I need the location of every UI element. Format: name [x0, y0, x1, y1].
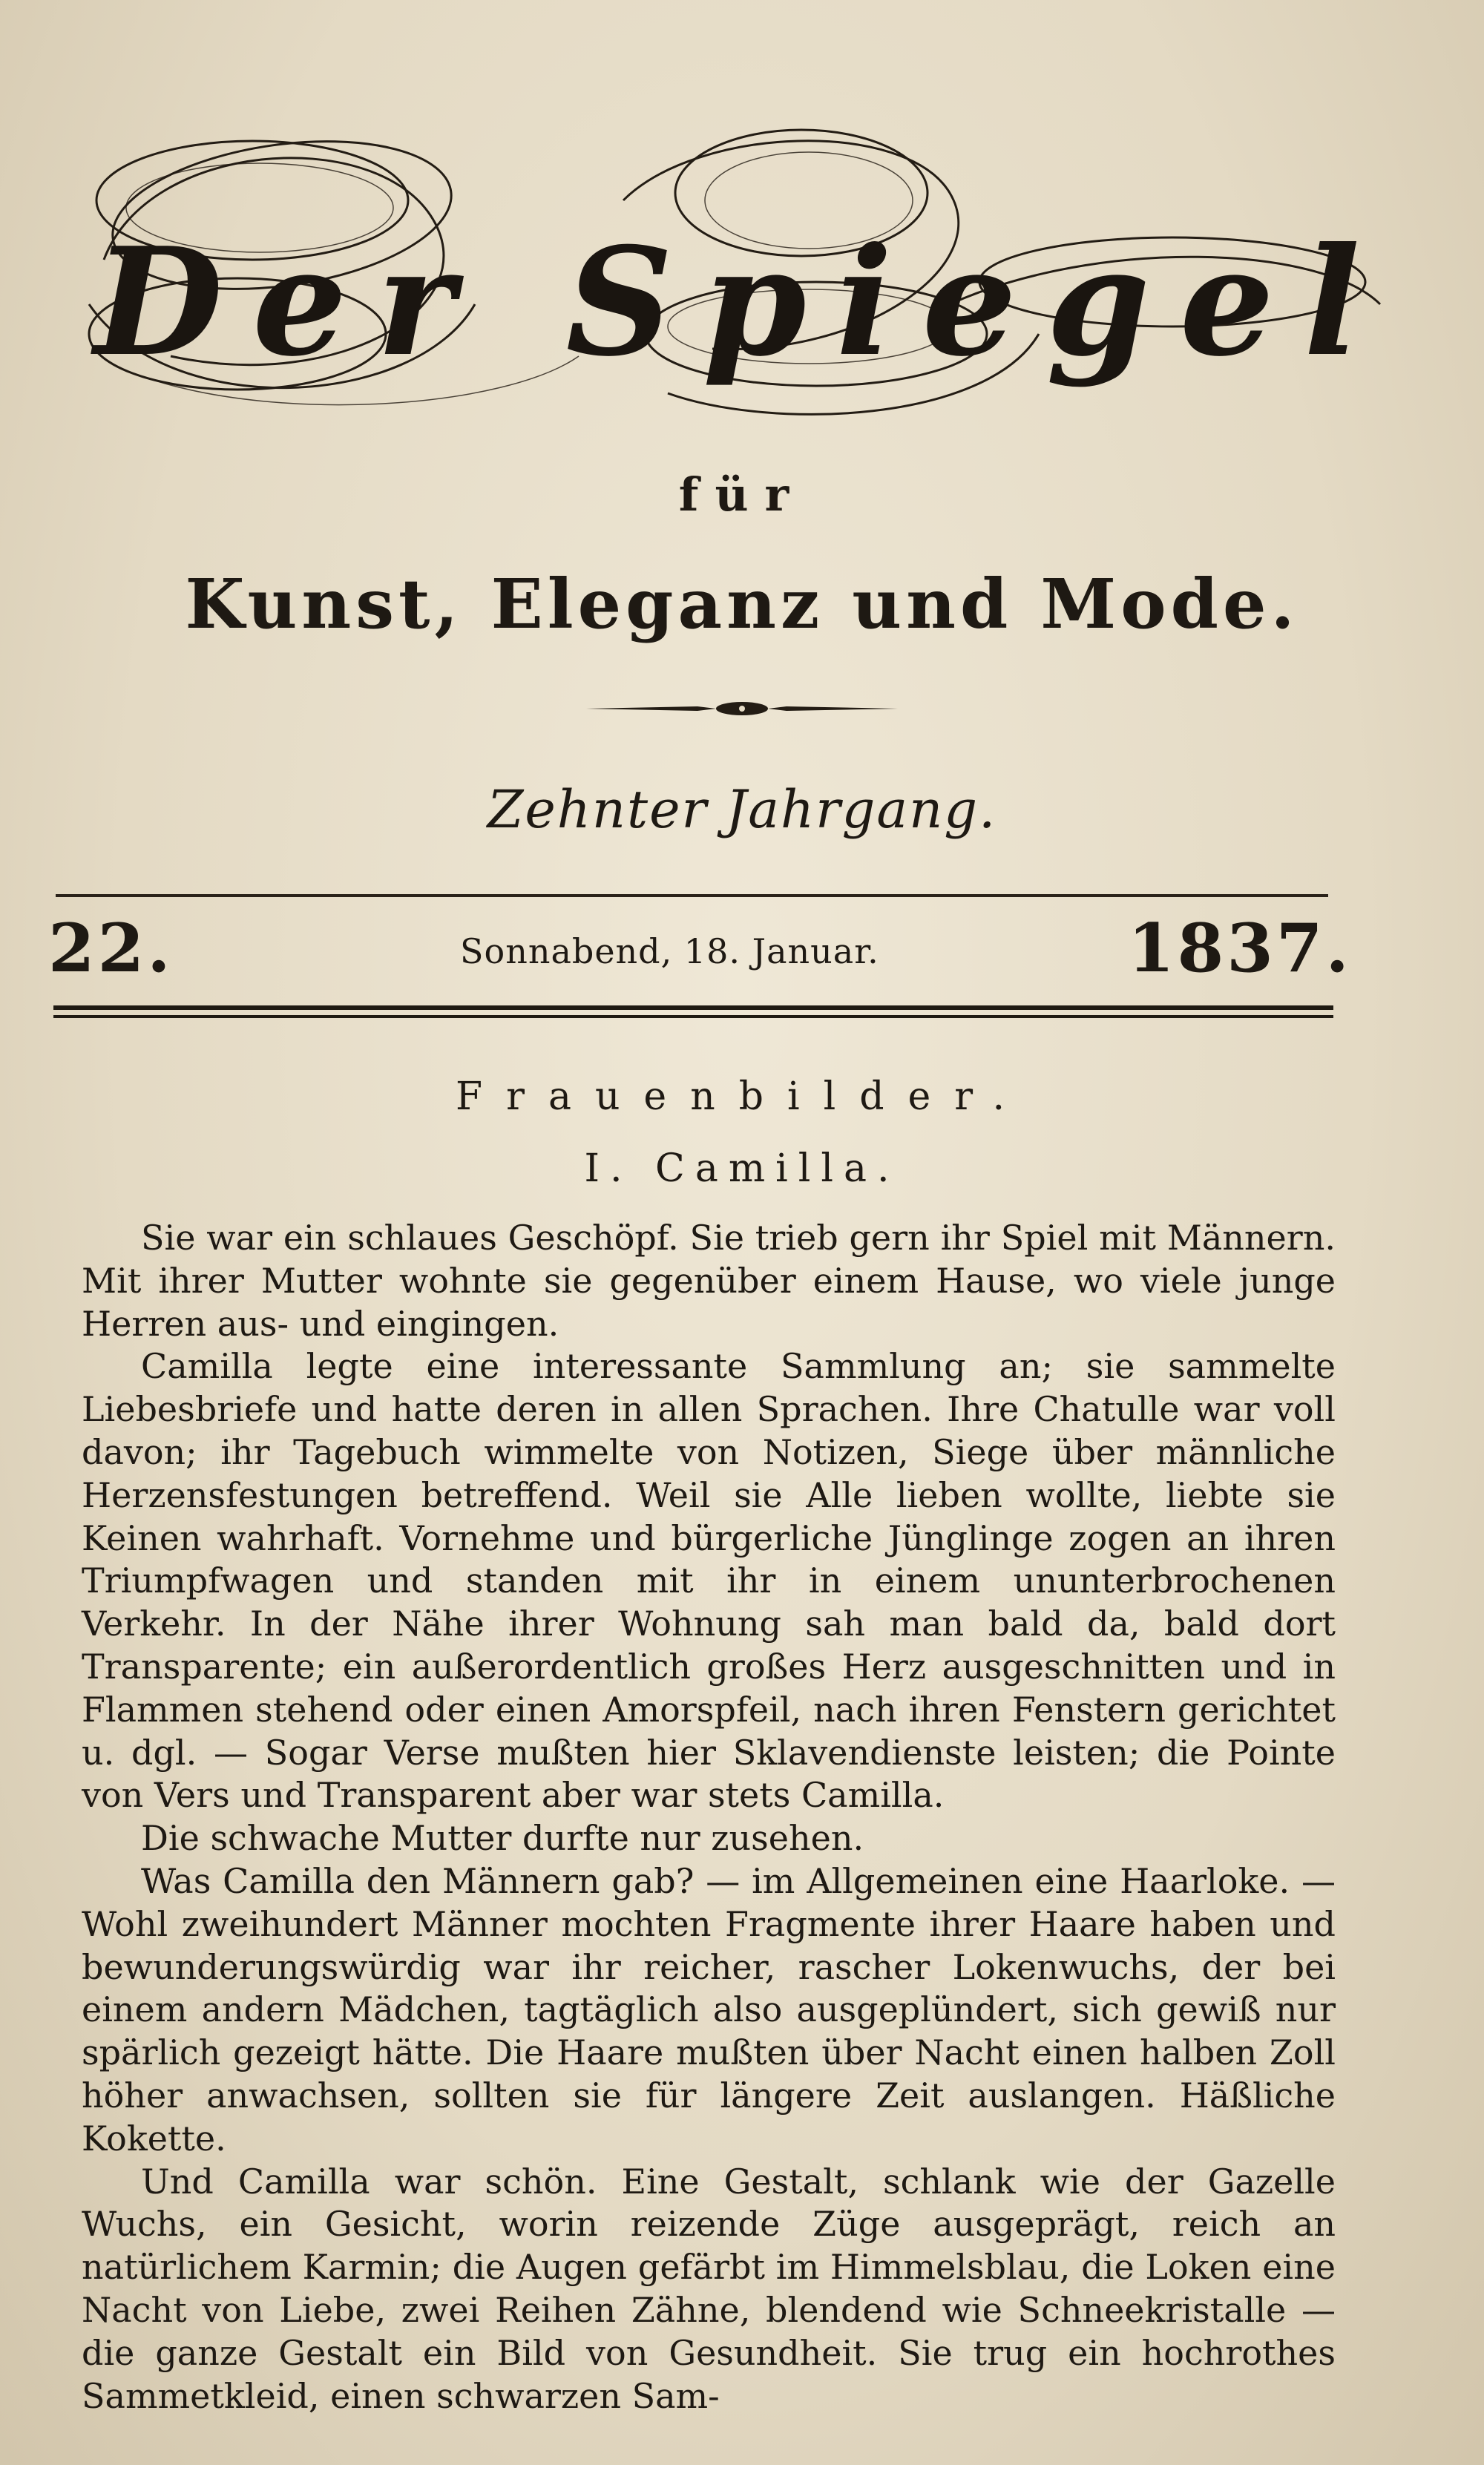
header-rule — [56, 894, 1328, 897]
paragraph: Die schwache Mutter durfte nur zusehen. — [141, 1818, 864, 1859]
paragraph: Was Camilla den Männern gab? — im Allgemeinen eine Haarloke. — Wohl zweihundert Männer mochten Fragmente ihrer Haare haben und bewunderungswürdig war ihr reicher, rascher Lokenwuchs, der bei einem andern Mädchen, tagtäglich also ausgeplündert, sich gewiß nur spärlich gezeigt hätte. Die Haare mußten über Nacht einen halben Zoll höher anwachsen, sollten sie für längere Zeit auslangen. Häßliche Kokette. — [82, 1860, 1336, 2159]
masthead-fuer: für — [678, 467, 806, 522]
paragraph: Und Camilla war schön. Eine Gestalt, schlank wie der Gazelle Wuchs, ein Gesicht, worin reizende Züge ausgeprägt, reich an natürlichem Karmin; die Augen gefärbt im Himmelsblau, die Loken eine Nacht von Liebe, zwei Reihen Zähne, blendend wie Schneekristalle — die ganze Gestalt ein Bild von Gesundheit. Sie trug ein hochrothes Sammetkleid, einen schwarzen Sam- — [82, 2161, 1336, 2416]
issue-date: Sonnabend, 18. Januar. — [460, 931, 879, 971]
article-title: Frauenbilder. — [456, 1074, 1028, 1119]
issue-number: 22. — [48, 909, 174, 988]
paragraph: Sie war ein schlaues Geschöpf. Sie trieb gern ihr Spiel mit Männern. Mit ihrer Mutter wohnte sie gegenüber einem Hause, wo viele junge Herren aus- und eingingen. — [82, 1218, 1336, 1344]
double-rule-top — [53, 1005, 1333, 1010]
article-body — [82, 1217, 1336, 2418]
volume-label: Zehnter Jahrgang. — [487, 779, 997, 840]
masthead-subtitle: Kunst, Eleganz und Mode. — [185, 564, 1299, 644]
article-subtitle: I. Camilla. — [584, 1146, 900, 1191]
issue-year: 1837. — [1128, 909, 1352, 988]
double-rule-bottom — [53, 1015, 1333, 1018]
paragraph: Camilla legte eine interessante Sammlung an; sie sammelte Liebesbriefe und hatte deren in allen Sprachen. Ihre Chatulle war voll davon; ihr Tagebuch wimmelte von Notizen, Siege über männliche Herzensfestungen betreffend. Weil sie Alle lieben wollte, liebte sie Keinen wahrhaft. Vornehme und bürgerliche Jünglinge zogen an ihren Triumpfwagen und standen mit ihr in einem ununterbrochenen Verkehr. In der Nähe ihrer Wohnung sah man bald da, bald dort Transparente; ein außerordentlich großes Herz ausgeschnitten und in Flammen stehend oder einen Amorspfeil, nach ihren Fenstern gerichtet u. dgl. — Sogar Verse mußten hier Sklavendienste leisten; die Pointe von Vers und Transparent aber war stets Camilla. — [82, 1346, 1336, 1816]
divider-ornament-icon — [586, 694, 898, 723]
masthead-title: Der Spiegel — [93, 215, 1391, 390]
